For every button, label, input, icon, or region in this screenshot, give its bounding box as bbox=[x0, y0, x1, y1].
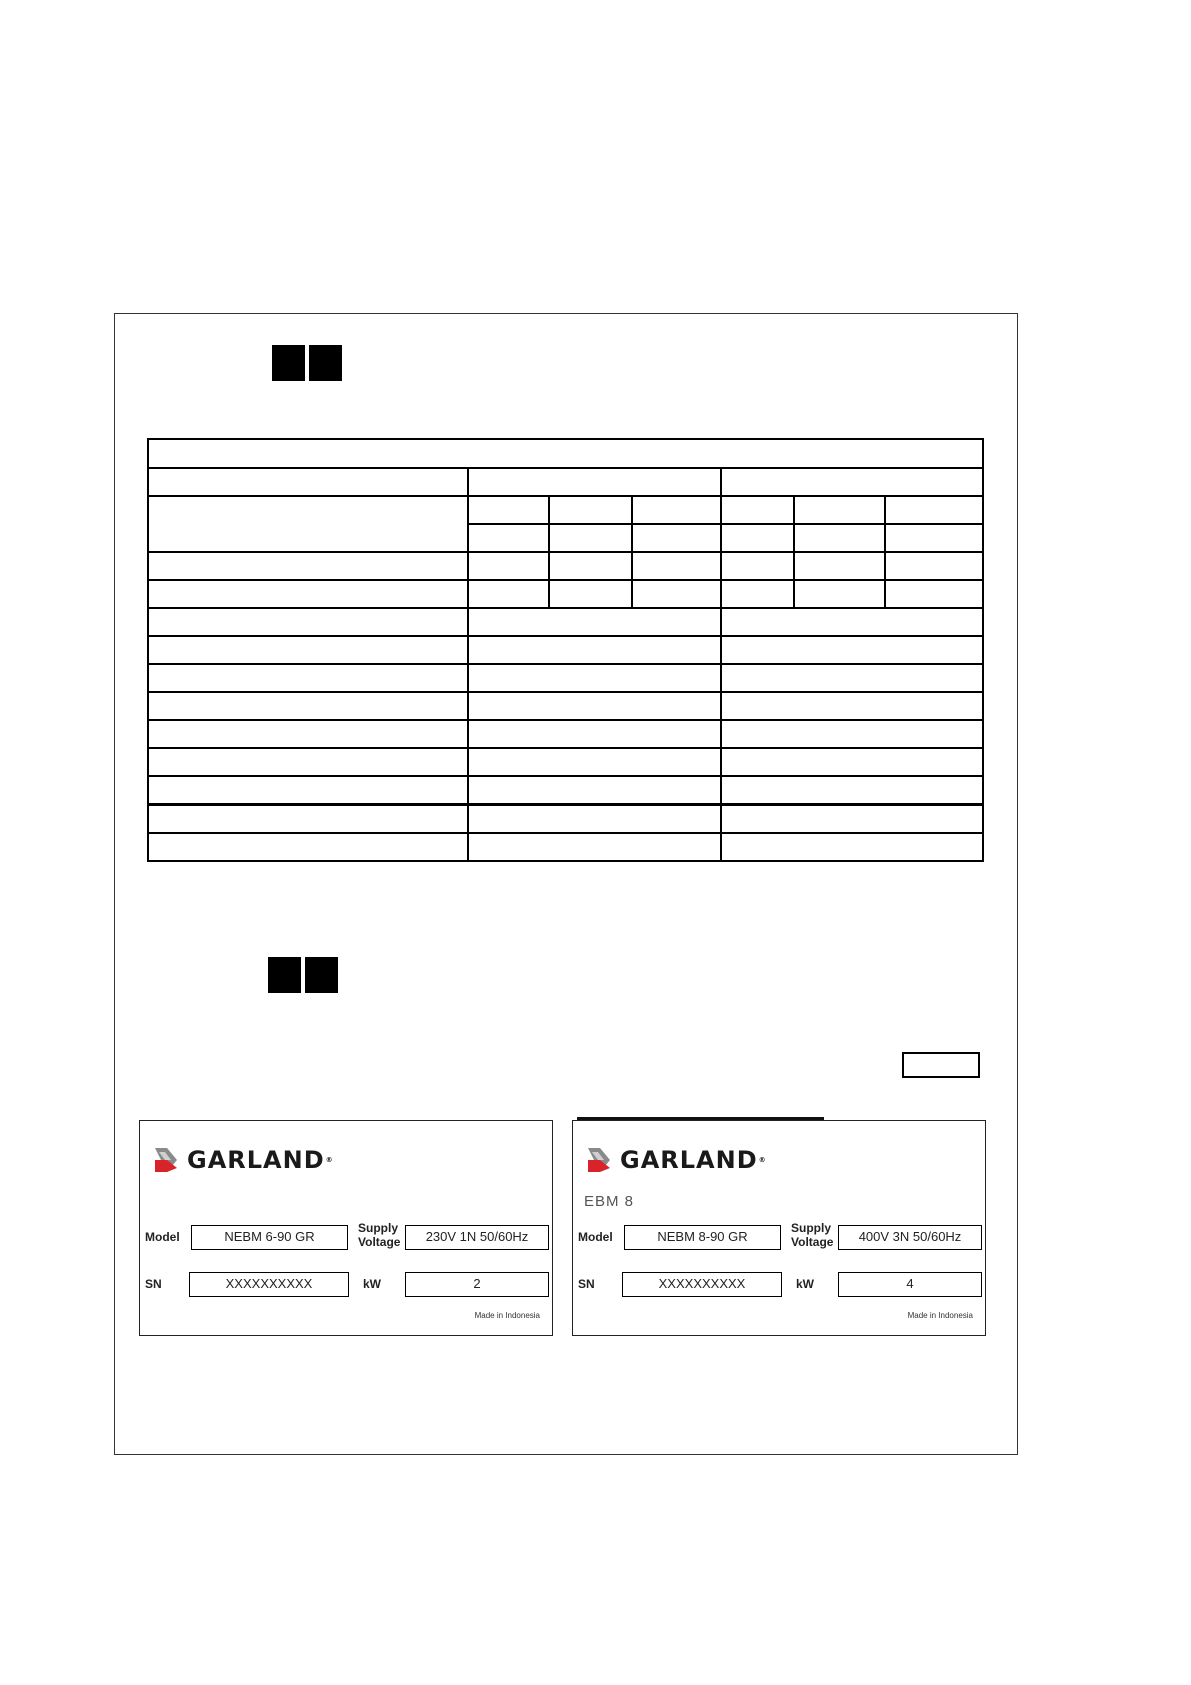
model-field: NEBM 8-90 GR bbox=[624, 1225, 781, 1250]
table-cell bbox=[468, 608, 721, 636]
table-row bbox=[148, 552, 983, 580]
table-cell bbox=[468, 552, 549, 580]
table-cell bbox=[148, 720, 468, 748]
made-in-text: Made in Indonesia bbox=[907, 1311, 973, 1320]
table-cell bbox=[468, 664, 721, 692]
table-cell bbox=[632, 524, 721, 552]
table-cell bbox=[468, 776, 721, 805]
table-cell bbox=[721, 833, 983, 861]
table-cell bbox=[794, 552, 885, 580]
table-cell bbox=[721, 580, 794, 608]
series-label: EBM 8 bbox=[584, 1193, 635, 1210]
rating-plate-left bbox=[139, 1120, 553, 1336]
brand-logo bbox=[586, 1145, 767, 1175]
table-cell bbox=[721, 524, 794, 552]
garland-logo-icon bbox=[586, 1146, 612, 1174]
garland-logo-icon bbox=[153, 1146, 179, 1174]
table-cell bbox=[549, 524, 632, 552]
model-field: NEBM 6-90 GR bbox=[191, 1225, 348, 1250]
table-cell bbox=[549, 552, 632, 580]
specification-table bbox=[147, 438, 984, 862]
table-cell bbox=[148, 692, 468, 720]
redaction-block-1b bbox=[309, 345, 342, 381]
model-label: Model bbox=[578, 1230, 613, 1244]
table-cell bbox=[148, 748, 468, 776]
table-cell bbox=[468, 748, 721, 776]
table-cell bbox=[148, 636, 468, 664]
table-cell bbox=[148, 776, 468, 805]
sn-field: XXXXXXXXXX bbox=[622, 1272, 782, 1297]
table-cell bbox=[148, 580, 468, 608]
table-cell bbox=[148, 833, 468, 861]
table-row bbox=[148, 833, 983, 861]
sn-label: SN bbox=[145, 1277, 162, 1291]
brand-logo bbox=[153, 1145, 334, 1175]
table-cell bbox=[721, 692, 983, 720]
model-label: Model bbox=[145, 1230, 180, 1244]
table-cell bbox=[721, 468, 983, 496]
supply-field: 400V 3N 50/60Hz bbox=[838, 1225, 982, 1250]
kw-label: kW bbox=[363, 1277, 381, 1291]
table-row bbox=[148, 805, 983, 834]
redaction-block-2a bbox=[268, 957, 301, 993]
table-cell bbox=[721, 776, 983, 805]
table-row bbox=[148, 580, 983, 608]
supply-label-line1: Supply bbox=[791, 1221, 832, 1235]
table-cell bbox=[468, 524, 549, 552]
table-cell bbox=[885, 552, 983, 580]
table-row bbox=[148, 636, 983, 664]
kw-field: 2 bbox=[405, 1272, 549, 1297]
table-cell bbox=[721, 552, 794, 580]
table-cell bbox=[632, 580, 721, 608]
brand-name: GARLAND® bbox=[620, 1146, 767, 1174]
brand-name: GARLAND® bbox=[187, 1146, 334, 1174]
table-cell bbox=[632, 552, 721, 580]
table-cell bbox=[148, 496, 468, 552]
supply-field: 230V 1N 50/60Hz bbox=[405, 1225, 549, 1250]
table-cell bbox=[721, 748, 983, 776]
table-title-cell bbox=[148, 439, 983, 468]
table-cell bbox=[148, 552, 468, 580]
table-row bbox=[148, 608, 983, 636]
table-cell bbox=[468, 692, 721, 720]
table-cell bbox=[549, 496, 632, 524]
table-cell bbox=[632, 496, 721, 524]
table-row bbox=[148, 720, 983, 748]
sn-field: XXXXXXXXXX bbox=[189, 1272, 349, 1297]
table-cell bbox=[148, 664, 468, 692]
table-cell bbox=[148, 805, 468, 834]
table-cell bbox=[468, 496, 549, 524]
table-cell bbox=[468, 805, 721, 834]
table-cell bbox=[468, 580, 549, 608]
table-cell bbox=[794, 496, 885, 524]
table-row bbox=[148, 692, 983, 720]
small-empty-box bbox=[902, 1052, 980, 1078]
table-cell bbox=[885, 580, 983, 608]
table-cell bbox=[885, 524, 983, 552]
redaction-block-2b bbox=[305, 957, 338, 993]
table-row bbox=[148, 439, 983, 468]
table-row bbox=[148, 748, 983, 776]
table-cell bbox=[721, 664, 983, 692]
supply-label-line2: Voltage bbox=[358, 1235, 401, 1249]
table-cell bbox=[794, 580, 885, 608]
supply-label-line2: Voltage bbox=[791, 1235, 834, 1249]
table-cell bbox=[721, 496, 794, 524]
table-cell bbox=[721, 636, 983, 664]
table-cell bbox=[721, 720, 983, 748]
table-row bbox=[148, 664, 983, 692]
table-cell bbox=[721, 805, 983, 834]
table-cell bbox=[794, 524, 885, 552]
table-cell bbox=[721, 608, 983, 636]
table-row bbox=[148, 496, 983, 524]
kw-field: 4 bbox=[838, 1272, 982, 1297]
table-cell bbox=[549, 580, 632, 608]
table-cell bbox=[148, 608, 468, 636]
table-cell bbox=[885, 496, 983, 524]
table-cell bbox=[468, 833, 721, 861]
kw-label: kW bbox=[796, 1277, 814, 1291]
table-row bbox=[148, 468, 983, 496]
table-cell bbox=[468, 468, 721, 496]
table-cell bbox=[468, 636, 721, 664]
made-in-text: Made in Indonesia bbox=[474, 1311, 540, 1320]
redaction-block-1a bbox=[272, 345, 305, 381]
table-cell bbox=[468, 720, 721, 748]
table-cell bbox=[148, 468, 468, 496]
sn-label: SN bbox=[578, 1277, 595, 1291]
rating-plate-right bbox=[572, 1120, 986, 1336]
supply-label-line1: Supply bbox=[358, 1221, 399, 1235]
table-row bbox=[148, 776, 983, 805]
